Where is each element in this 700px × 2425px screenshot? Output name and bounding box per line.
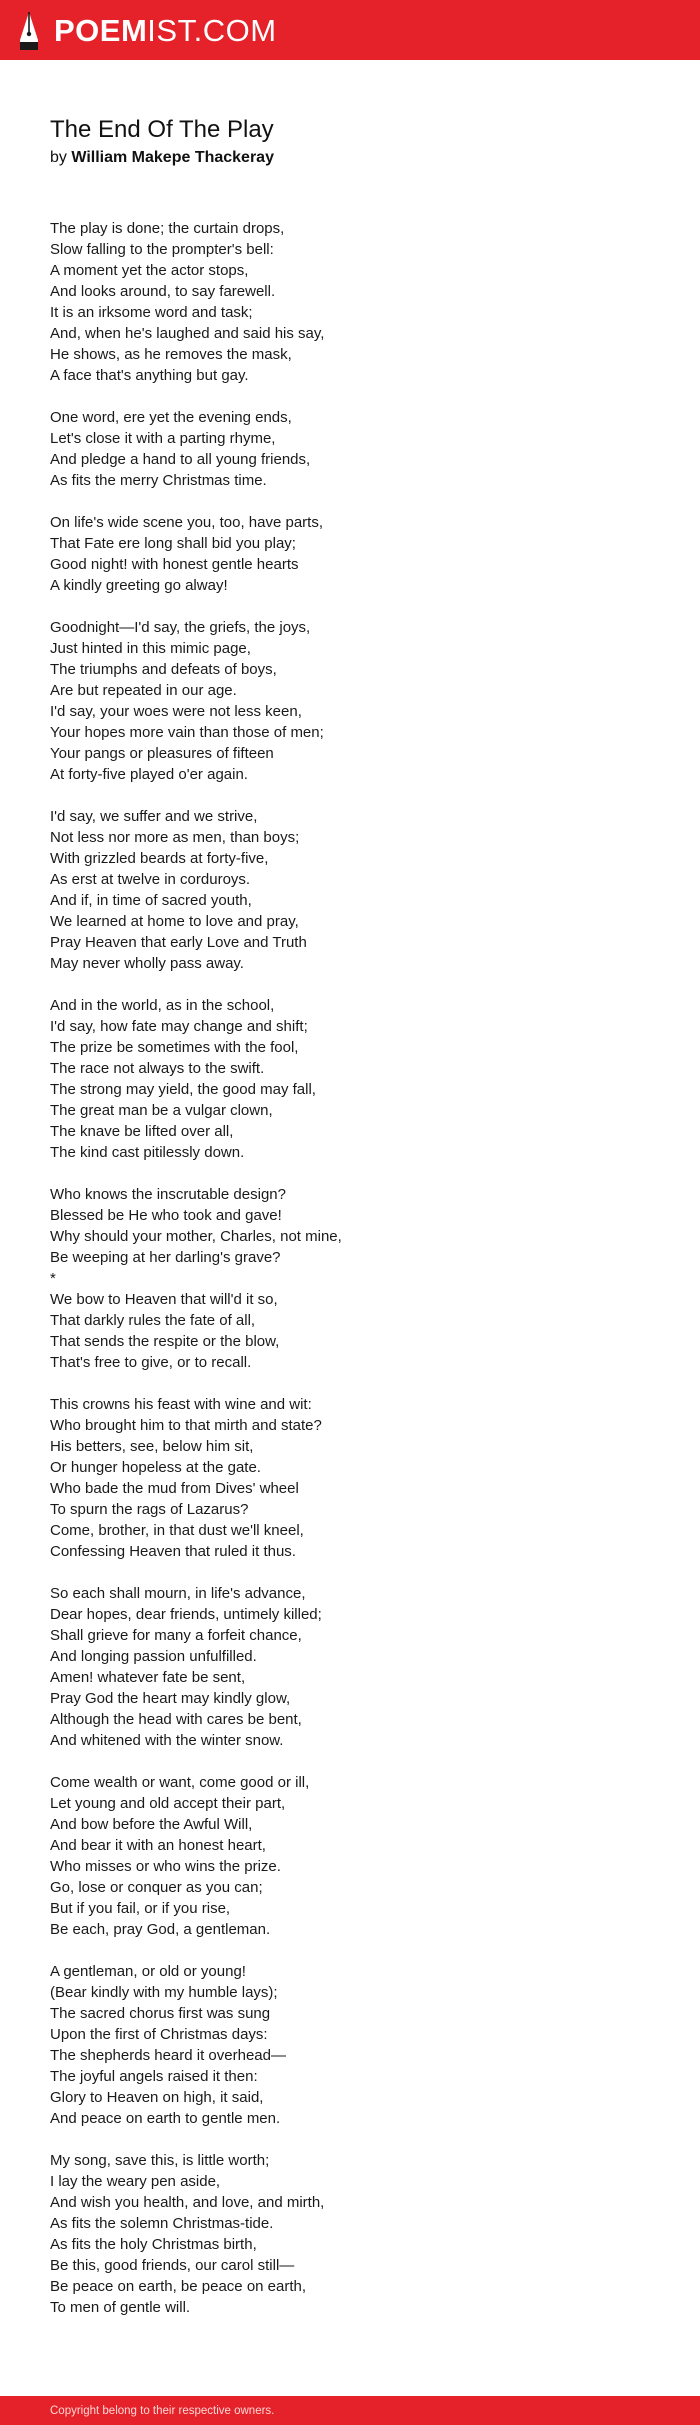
poem-line: Be peace on earth, be peace on earth, <box>50 2278 307 2295</box>
poem-line: May never wholly pass away. <box>50 955 244 972</box>
poem-line: Be weeping at her darling's grave? <box>50 1249 281 1266</box>
poem-line: On life's wide scene you, too, have parts, <box>50 514 324 531</box>
poem-line: Why should your mother, Charles, not mine, <box>50 1228 342 1245</box>
site-logo-text <box>54 11 277 51</box>
poem-line: The strong may yield, the good may fall, <box>50 1081 316 1098</box>
poem-line: Your pangs or pleasures of fifteen <box>50 745 274 762</box>
poem-line: The prize be sometimes with the fool, <box>50 1039 299 1056</box>
stanza <box>50 995 670 1163</box>
poem-line: At forty-five played o'er again. <box>50 766 248 783</box>
poem-line: And whitened with the winter snow. <box>50 1732 284 1749</box>
poem-line: And bear it with an honest heart, <box>50 1837 266 1854</box>
poem-line: The great man be a vulgar clown, <box>50 1102 273 1119</box>
stanza <box>50 1394 670 1562</box>
poem-line: Be each, pray God, a gentleman. <box>50 1921 271 1938</box>
poem-line: The race not always to the swift. <box>50 1060 265 1077</box>
poem-line: And longing passion unfulfilled. <box>50 1648 257 1665</box>
poem-line: Who knows the inscrutable design? <box>50 1186 286 1203</box>
byline <box>50 146 274 170</box>
poem-line: Upon the first of Christmas days: <box>50 2026 268 2043</box>
poem-line: Are but repeated in our age. <box>50 682 237 699</box>
poem-line: The play is done; the curtain drops, <box>50 220 285 237</box>
poem-line: Come, brother, in that dust we'll kneel, <box>50 1522 304 1539</box>
logo-bold-text: POEM <box>54 13 148 48</box>
footer <box>0 2396 700 2425</box>
poem-line: We learned at home to love and pray, <box>50 913 299 930</box>
by-label: by <box>50 149 67 166</box>
poem-line: To spurn the rags of Lazarus? <box>50 1501 249 1518</box>
poem-line: His betters, see, below him sit, <box>50 1438 254 1455</box>
poem-line: Dear hopes, dear friends, untimely killed; <box>50 1606 322 1623</box>
stanza <box>50 1772 670 1940</box>
poem-line: Be this, good friends, our carol still— <box>50 2257 295 2274</box>
logo-light-text: IST.COM <box>147 13 277 48</box>
stanza <box>50 512 670 596</box>
poem-line: Who brought him to that mirth and state? <box>50 1417 322 1434</box>
poem-line: A moment yet the actor stops, <box>50 262 249 279</box>
poem-line: But if you fail, or if you rise, <box>50 1900 231 1917</box>
poem-line: Pray God the heart may kindly glow, <box>50 1690 291 1707</box>
poem-line: The knave be lifted over all, <box>50 1123 234 1140</box>
poem-line: And if, in time of sacred youth, <box>50 892 252 909</box>
stanza <box>50 617 670 785</box>
poem-line: That Fate ere long shall bid you play; <box>50 535 296 552</box>
poem-line: As fits the solemn Christmas-tide. <box>50 2215 274 2232</box>
poem-line: And pledge a hand to all young friends, <box>50 451 311 468</box>
poem-line: We bow to Heaven that will'd it so, <box>50 1291 278 1308</box>
poem-line: Just hinted in this mimic page, <box>50 640 251 657</box>
stanza <box>50 2150 670 2318</box>
poem-line: Pray Heaven that early Love and Truth <box>50 934 307 951</box>
top-bar <box>0 0 700 60</box>
poem-line: The kind cast pitilessly down. <box>50 1144 245 1161</box>
poem-line: A gentleman, or old or young! <box>50 1963 246 1980</box>
poem-line: One word, ere yet the evening ends, <box>50 409 292 426</box>
poem-line: As fits the holy Christmas birth, <box>50 2236 257 2253</box>
poem-line: To men of gentle will. <box>50 2299 191 2316</box>
poem-line: My song, save this, is little worth; <box>50 2152 270 2169</box>
poem-line: Your hopes more vain than those of men; <box>50 724 324 741</box>
stanza <box>50 1583 670 1751</box>
poem-line: The joyful angels raised it then: <box>50 2068 258 2085</box>
poem-line: Or hunger hopeless at the gate. <box>50 1459 261 1476</box>
poem-line: Go, lose or conquer as you can; <box>50 1879 263 1896</box>
stanza <box>50 1961 670 2129</box>
poem-line: That darkly rules the fate of all, <box>50 1312 256 1329</box>
author-link[interactable]: William Makepe Thackeray <box>71 149 274 166</box>
poem-line: And bow before the Awful Will, <box>50 1816 253 1833</box>
stanza <box>50 218 670 386</box>
poem-line: And wish you health, and love, and mirth, <box>50 2194 325 2211</box>
poem-line: As fits the merry Christmas time. <box>50 472 267 489</box>
poem-title: The End Of The Play <box>50 116 274 143</box>
stanza <box>50 407 670 491</box>
stanza <box>50 1184 670 1373</box>
poem-body <box>50 218 670 2339</box>
poem-line: It is an irksome word and task; <box>50 304 253 321</box>
poem-line: (Bear kindly with my humble lays); <box>50 1984 278 2001</box>
poem-line: Good night! with honest gentle hearts <box>50 556 299 573</box>
poem-line: And peace on earth to gentle men. <box>50 2110 281 2127</box>
poem-line: Although the head with cares be bent, <box>50 1711 302 1728</box>
poem-line: The triumphs and defeats of boys, <box>50 661 277 678</box>
poem-line: This crowns his feast with wine and wit: <box>50 1396 312 1413</box>
poem-line: A face that's anything but gay. <box>50 367 249 384</box>
pen-nib-icon <box>18 10 40 52</box>
poem-line: He shows, as he removes the mask, <box>50 346 292 363</box>
poem-line: And looks around, to say farewell. <box>50 283 276 300</box>
poem-line: Confessing Heaven that ruled it thus. <box>50 1543 296 1560</box>
poem-line: I lay the weary pen aside, <box>50 2173 221 2190</box>
poem-line: That's free to give, or to recall. <box>50 1354 252 1371</box>
poem-line: Who misses or who wins the prize. <box>50 1858 281 1875</box>
poem-line: Amen! whatever fate be sent, <box>50 1669 246 1686</box>
poem-line: Let young and old accept their part, <box>50 1795 286 1812</box>
poem-line: Let's close it with a parting rhyme, <box>50 430 276 447</box>
poem-line: Shall grieve for many a forfeit chance, <box>50 1627 302 1644</box>
poem-line: I'd say, how fate may change and shift; <box>50 1018 308 1035</box>
poem-line: The sacred chorus first was sung <box>50 2005 271 2022</box>
poem-line: Slow falling to the prompter's bell: <box>50 241 274 258</box>
poem-line: Glory to Heaven on high, it said, <box>50 2089 264 2106</box>
poem-line: I'd say, your woes were not less keen, <box>50 703 302 720</box>
poem-line: With grizzled beards at forty-five, <box>50 850 269 867</box>
poem-line: And in the world, as in the school, <box>50 997 275 1014</box>
poem-line: A kindly greeting go alway! <box>50 577 228 594</box>
poem-line: That sends the respite or the blow, <box>50 1333 280 1350</box>
poem-line: Come wealth or want, come good or ill, <box>50 1774 310 1791</box>
poem-line: So each shall mourn, in life's advance, <box>50 1585 306 1602</box>
poem-line: * <box>50 1270 56 1287</box>
poem-line: Goodnight—I'd say, the griefs, the joys, <box>50 619 311 636</box>
poem-line: The shepherds heard it overhead— <box>50 2047 286 2064</box>
site-logo[interactable] <box>18 10 277 52</box>
poem-line: Who bade the mud from Dives' wheel <box>50 1480 299 1497</box>
stanza <box>50 806 670 974</box>
poem-line: And, when he's laughed and said his say, <box>50 325 325 342</box>
poem-line: As erst at twelve in corduroys. <box>50 871 251 888</box>
poem-line: Not less nor more as men, than boys; <box>50 829 300 846</box>
copyright-text: Copyright belong to their respective owners. <box>50 2405 275 2417</box>
poem-line: I'd say, we suffer and we strive, <box>50 808 258 825</box>
poem-line: Blessed be He who took and gave! <box>50 1207 282 1224</box>
